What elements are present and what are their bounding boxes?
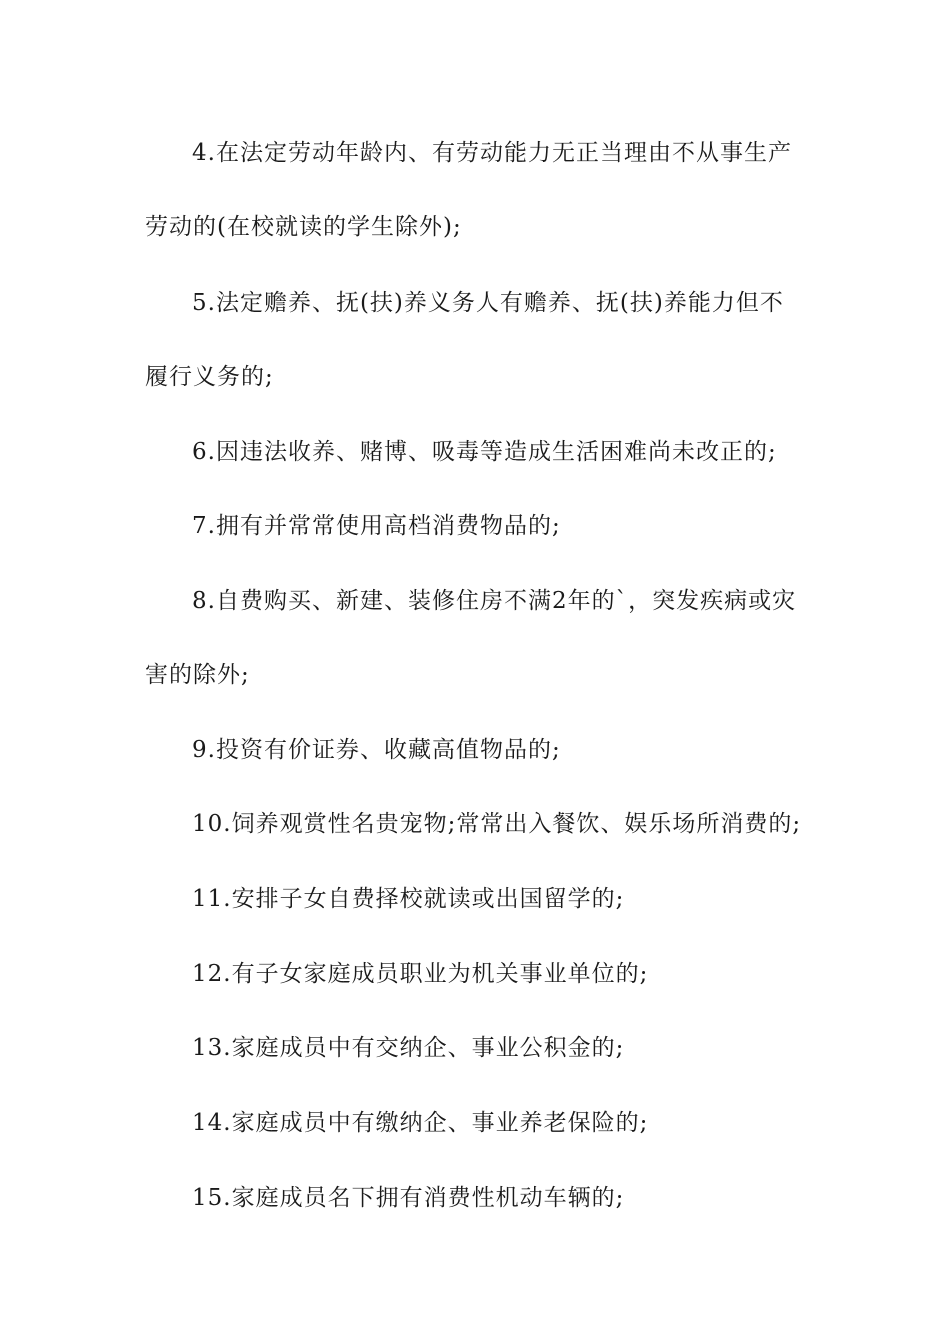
- paragraph-line: 4.在法定劳动年龄内、有劳动能力无正当理由不从事生产: [192, 140, 792, 166]
- paragraph-line: 13.家庭成员中有交纳企、事业公积金的;: [192, 1035, 625, 1061]
- paragraph-line: 劳动的(在校就读的学生除外);: [145, 214, 462, 240]
- paragraph-line: 8.自费购买、新建、装修住房不满2年的`，突发疾病或灾: [192, 588, 797, 614]
- paragraph-line: 6.因违法收养、赌博、吸毒等造成生活困难尚未改正的;: [192, 439, 777, 465]
- paragraph-line: 履行义务的;: [145, 364, 274, 390]
- paragraph-line: 7.拥有并常常使用高档消费物品的;: [192, 513, 561, 539]
- paragraph-line: 9.投资有价证券、收藏高值物品的;: [192, 737, 561, 763]
- paragraph-line: 14.家庭成员中有缴纳企、事业养老保险的;: [192, 1110, 649, 1136]
- paragraph-line: 5.法定赡养、抚(扶)养义务人有赡养、抚(扶)养能力但不: [192, 290, 784, 316]
- paragraph-line: 15.家庭成员名下拥有消费性机动车辆的;: [192, 1185, 625, 1211]
- paragraph-line: 害的除外;: [145, 662, 250, 688]
- paragraph-line: 11.安排子女自费择校就读或出国留学的;: [192, 886, 625, 912]
- paragraph-line: 10.饲养观赏性名贵宠物;常常出入餐饮、娱乐场所消费的;: [192, 811, 802, 837]
- paragraph-line: 12.有子女家庭成员职业为机关事业单位的;: [192, 961, 649, 987]
